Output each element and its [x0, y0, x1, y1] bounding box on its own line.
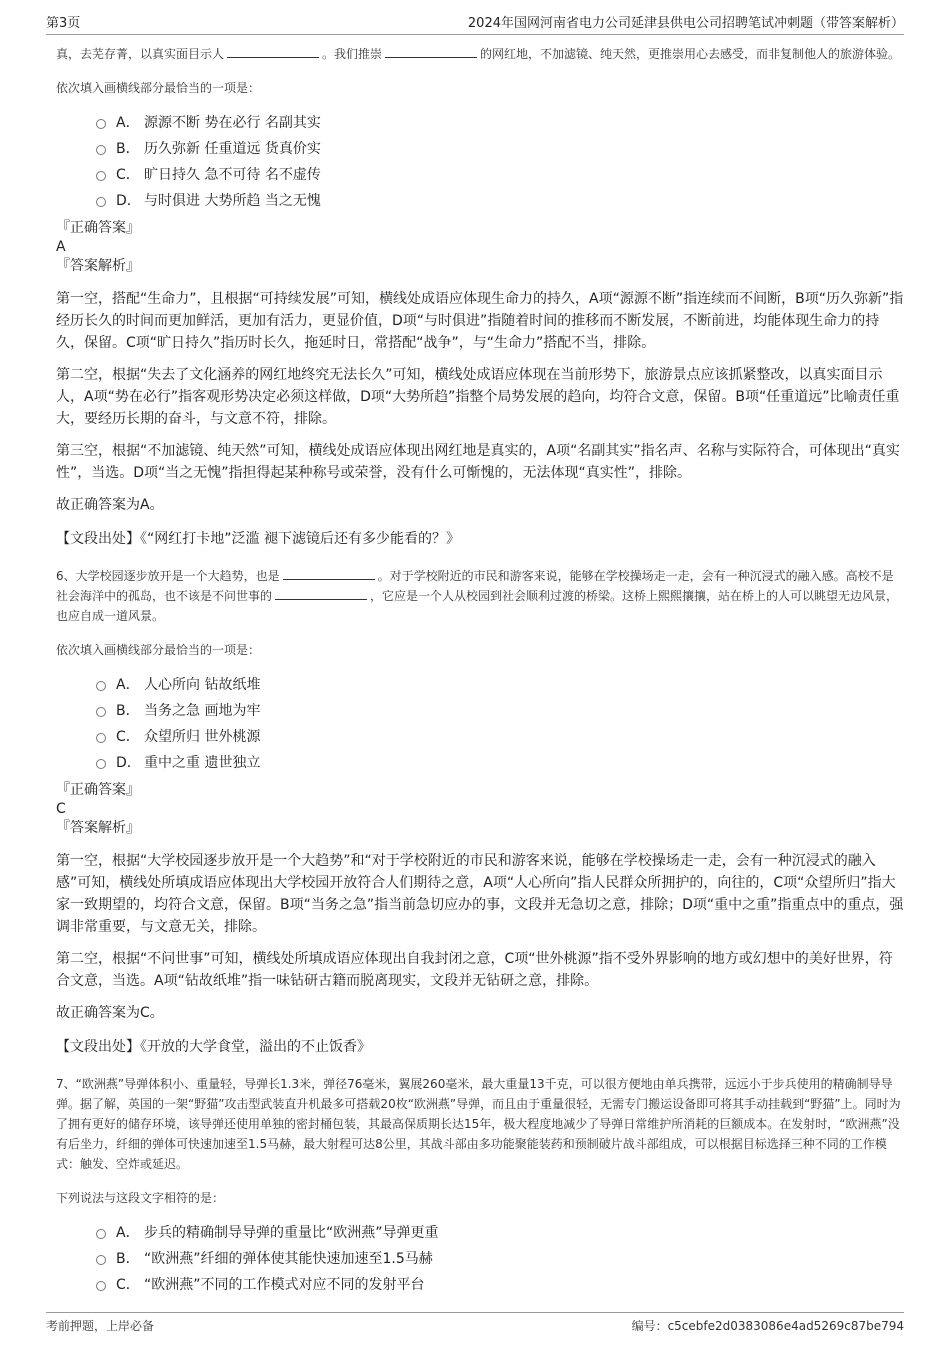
option-a[interactable]: A． 人心所向 钻故纸堆: [56, 672, 904, 698]
source-citation: 【文段出处】《开放的大学食堂，溢出的不止饭香》: [56, 1039, 371, 1055]
analysis-label: 『答案解析』: [56, 820, 140, 836]
page-header: [46, 12, 904, 35]
document-id: 编号：c5cebfe2d0383086e4ad5269c87be794: [631, 1319, 904, 1333]
blank-line: [227, 44, 319, 58]
analysis-paragraph: 第三空，根据“不加滤镜、纯天然”可知，横线处成语应体现出网红地是真实的，A项“名副其实”指名声、名称与实际符合，可体现出“真实性”，当选。D项“当之无愧”指担得起某种称号或荣誉，没有什么可惭愧的，无法体现“真实性”，排除。: [56, 443, 900, 481]
source-citation: 【文段出处】《“网红打卡地”泛滥 褪下滤镜后还有多少能看的？》: [56, 531, 460, 547]
q5-stem: 真，去芜存菁，以真实面目示人 。我们推崇 的网红地，不加滤镜、纯天然，更推崇用心去感受，而非复制他人的旅游体验。: [56, 44, 904, 64]
analysis-conclusion: 故正确答案为C。: [56, 1005, 164, 1021]
radio-icon[interactable]: [96, 1229, 106, 1239]
option-b[interactable]: B． 历久弥新 任重道远 货真价实: [56, 136, 904, 162]
page-content: [56, 44, 904, 1298]
analysis-paragraph: 第一空，搭配“生命力”，且根据“可持续发展”可知，横线处成语应体现生命力的持久，A项“源源不断”指连续而不间断，B项“历久弥新”指经历长久的时间而更加鲜活，更加有活力，更显价值，D项“与时俱进”指随着时间的推移而不断发展，不断前进，均能体现生命力的持久，保留。C项“旷日持久”指历时长久，拖延时日，常搭配“战争”，与“生命力”搭配不当，排除。: [56, 291, 904, 351]
radio-icon[interactable]: [96, 759, 106, 769]
option-b[interactable]: B． “欧洲燕”纤细的弹体使其能快速加速至1.5马赫: [56, 1246, 904, 1272]
q7-prompt: 下列说法与这段文字相符的是：: [56, 1191, 225, 1205]
radio-icon[interactable]: [96, 681, 106, 691]
q5-prompt: 依次填入画横线部分最恰当的一项是：: [56, 81, 261, 95]
analysis-conclusion: 故正确答案为A。: [56, 497, 164, 513]
answer-value: A: [56, 239, 66, 255]
radio-icon[interactable]: [96, 733, 106, 743]
analysis-paragraph: 第一空，根据“大学校园逐步放开是一个大趋势”和“对于学校附近的市民和游客来说，能够在学校操场走一走，会有一种沉浸式的融入感”可知，横线处所填成语应体现出大学校园开放符合人们期待之意，A项“人心所向”指人民群众所拥护的，向往的，C项“众望所归”指大家一致期望的，均符合文意，保留。B项“当务之急”指当前急切应办的事，文段并无急切之意，排除；D项“重中之重”指重点中的重点，强调非常重要，与文意无关，排除。: [56, 853, 904, 935]
footer-slogan: 考前押题，上岸必备: [46, 1319, 155, 1333]
answer-label: 『正确答案』: [56, 782, 140, 798]
analysis-paragraph: 第二空，根据“不问世事”可知，横线处所填成语应体现出自我封闭之意，C项“世外桃源”指不受外界影响的地方或幻想中的美好世界，符合文意，当选。A项“钻故纸堆”指一味钻研古籍而脱离现实，文段并无钻研之意，排除。: [56, 951, 893, 989]
q6-stem: 6、大学校园逐步放开是一个大趋势，也是 。对于学校附近的市民和游客来说，能够在学校操场走一走，会有一种沉浸式的融入感。高校不是社会海洋中的孤岛，也不该是不问世事的 ，它应是一个人从校园到社会顺利过渡的桥梁。这桥上熙熙攘攘，站在桥上的人可以眺望无边风景，也应自成一道风景。: [56, 566, 904, 626]
radio-icon[interactable]: [96, 171, 106, 181]
radio-icon[interactable]: [96, 119, 106, 129]
page-number: 第3页: [46, 16, 81, 31]
option-c[interactable]: C． “欧洲燕”不同的工作模式对应不同的发射平台: [56, 1272, 904, 1298]
q7-stem: 7、“欧洲燕”导弹体积小、重量轻，导弹长1.3米，弹径76毫米，翼展260毫米，最大重量13千克，可以很方便地由单兵携带，远远小于步兵使用的精确制导导弹。据了解，英国的一架“野猫”攻击型武装直升机最多可搭载20枚“欧洲燕”导弹，而且由于重量很轻，无需专门搬运设备即可将其手动挂载到“野猫”上。同时为了拥有更好的储存环境，该导弹还使用单独的密封桶包装，其最高保质期长达15年，极大程度地减少了导弹日常维护所消耗的巨额成本。在发射时，“欧洲燕”没有后坐力，纤细的弹体可快速加速至1.5马赫，最大射程可达8公里，其战斗部由多功能聚能装药和预制破片战斗部组成，可以根据目标选择三种不同的工作模式：触发、空炸或延迟。: [56, 1077, 901, 1171]
option-d[interactable]: D． 重中之重 遗世独立: [56, 750, 904, 776]
option-d[interactable]: D． 与时俱进 大势所趋 当之无愧: [56, 188, 904, 214]
radio-icon[interactable]: [96, 197, 106, 207]
q6-options: [56, 672, 904, 776]
radio-icon[interactable]: [96, 1281, 106, 1291]
option-c[interactable]: C． 众望所归 世外桃源: [56, 724, 904, 750]
option-c[interactable]: C． 旷日持久 急不可待 名不虚传: [56, 162, 904, 188]
answer-label: 『正确答案』: [56, 220, 140, 236]
option-a[interactable]: A． 源源不断 势在必行 名副其实: [56, 110, 904, 136]
analysis-paragraph: 第二空，根据“失去了文化涵养的网红地终究无法长久”可知，横线处成语应体现在当前形势下，旅游景点应该抓紧整改，以真实面目示人，A项“势在必行”指客观形势决定必须这样做，D项“大势所趋”指整个局势发展的趋向，均符合文意，保留。B项“任重道远”比喻责任重大，要经历长期的奋斗，与文意不符，排除。: [56, 367, 900, 427]
answer-value: C: [56, 801, 66, 817]
radio-icon[interactable]: [96, 1255, 106, 1265]
page-footer: [46, 1312, 904, 1337]
option-b[interactable]: B． 当务之急 画地为牢: [56, 698, 904, 724]
blank-line: [385, 44, 477, 58]
q6-prompt: 依次填入画横线部分最恰当的一项是：: [56, 643, 261, 657]
q5-options: [56, 110, 904, 214]
radio-icon[interactable]: [96, 707, 106, 717]
option-a[interactable]: A． 步兵的精确制导导弹的重量比“欧洲燕”导弹更重: [56, 1220, 904, 1246]
analysis-label: 『答案解析』: [56, 258, 140, 274]
radio-icon[interactable]: [96, 145, 106, 155]
blank-line: [275, 586, 367, 600]
document-title: 2024年国网河南省电力公司延津县供电公司招聘笔试冲刺题（带答案解析）: [467, 16, 904, 31]
q7-options: [56, 1220, 904, 1298]
blank-line: [283, 566, 375, 580]
